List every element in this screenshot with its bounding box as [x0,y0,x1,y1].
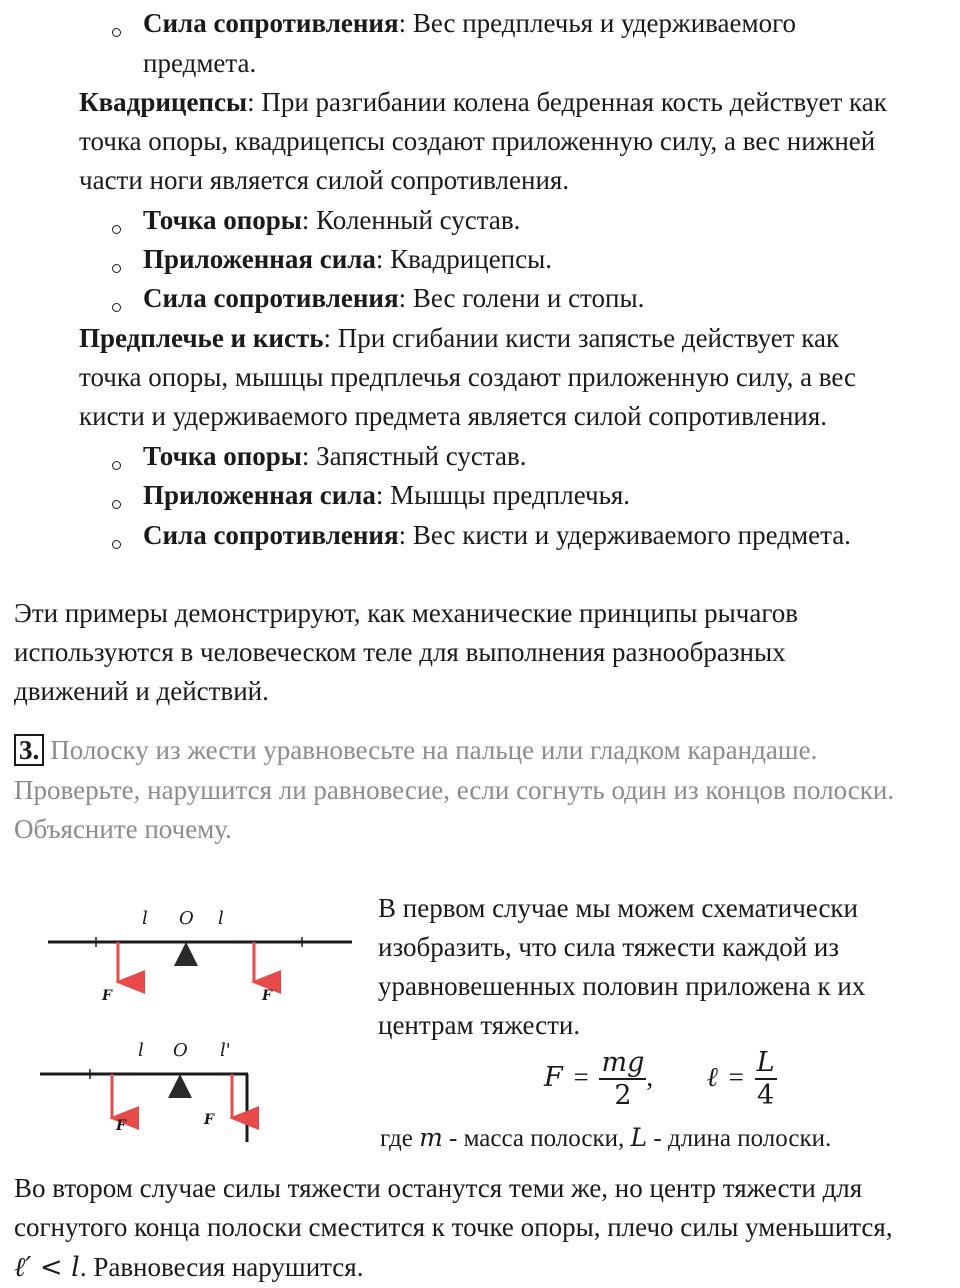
list-item: Точка опоры: Коленный сустав. [143,205,521,235]
label-o: O [173,1040,188,1061]
paragraph-quadriceps-line3: части ноги является силой сопротивления. [79,165,570,195]
label-force: F [262,988,272,1004]
final-line3: ℓ′ < l. Равновесия нарушится. [14,1252,364,1283]
bullet-marker [112,28,121,37]
bullet-marker [112,264,121,273]
bullet-marker [112,303,121,312]
task-line2: Проверьте, нарушится ли равновесие, если согнуть один из концов полоски. [14,775,895,805]
diagram-balanced [48,908,352,1004]
label-l-right: l [218,908,224,929]
label-force: F [102,988,112,1004]
label-force: F [116,1118,126,1134]
list-item-continuation: предмета. [143,48,257,78]
label-force: F [204,1112,214,1128]
conclusion-line1: Эти примеры демонстрируют, как механические принципы рычагов [14,598,798,628]
paragraph-forearm-line3: кисти и удерживаемого предмета является силой сопротивления. [79,401,828,431]
answer-line1: В первом случае мы можем схематически [378,893,859,923]
list-item: Приложенная сила: Мышцы предплечья. [143,480,631,510]
label-l-prime: l' [220,1040,231,1061]
paragraph-forearm-line1: Предплечье и кисть: При сгибании кисти запястье действует как [79,323,840,353]
fraction-L-4: $\frac{L}{4}$ [756,1047,775,1111]
term: Квадрицепсы [79,87,248,117]
list-item-resistance [143,4,796,43]
answer-line3: уравновешенных половин приложена к их [378,971,866,1001]
formula: F = $\frac{mg}{2}$ , ℓ = $\frac{L}{4}$ [544,1047,775,1111]
list-item: Приложенная сила: Квадрицепсы. [143,244,553,274]
bullet-marker [112,461,121,470]
paragraph-quadriceps-line1: Квадрицепсы: При разгибании колена бедренная кость действует как [79,87,887,117]
pivot-triangle-icon [174,942,198,966]
list-item: Сила сопротивления: Вес кисти и удерживаемого предмета. [143,520,851,550]
list-item: Сила сопротивления: Вес голени и стопы. [143,283,645,313]
label-l-left: l [142,908,148,929]
task-line1: 3. Полоску из жести уравновесьте на пальце или гладком карандаше. [14,731,817,770]
final-line1: Во втором случае силы тяжести останутся теми же, но центр тяжести для [14,1173,863,1203]
paragraph-quadriceps-line2: точка опоры, квадрицепсы создают приложенную силу, а вес нижней [79,126,876,156]
definition: : Вес предплечья и удерживаемого [398,8,796,38]
label-l-left: l [138,1040,144,1061]
task-line3: Объясните почему. [14,814,232,844]
final-line2: согнутого конца полоски сместится к точке опоры, плечо силы уменьшится, [14,1212,893,1242]
where-line: где m - масса полоски, L - длина полоски. [380,1123,832,1152]
answer-line2: изобразить, что сила тяжести каждой из [378,932,840,962]
term: Предплечье и кисть [79,323,324,353]
term: Сила сопротивления [143,8,399,38]
conclusion-line3: движений и действий. [14,676,269,706]
diagram-bent [40,1040,248,1142]
paragraph-forearm-line2: точка опоры, мышцы предплечья создают приложенную силу, а вес [79,362,857,392]
lever-figure [20,890,360,1160]
conclusion-line2: используются в человеческом теле для выполнения разнообразных [14,637,786,667]
bullet-marker [112,540,121,549]
bullet-marker [112,500,121,509]
label-o: O [179,908,194,929]
list-item: Точка опоры: Запястный сустав. [143,441,527,471]
bullet-marker [112,225,121,234]
pivot-triangle-icon [168,1074,192,1098]
fraction-mg-2: $\frac{mg}{2}$ [601,1047,645,1111]
answer-line4: центрам тяжести. [378,1010,581,1040]
task-number: 3. [14,734,44,766]
